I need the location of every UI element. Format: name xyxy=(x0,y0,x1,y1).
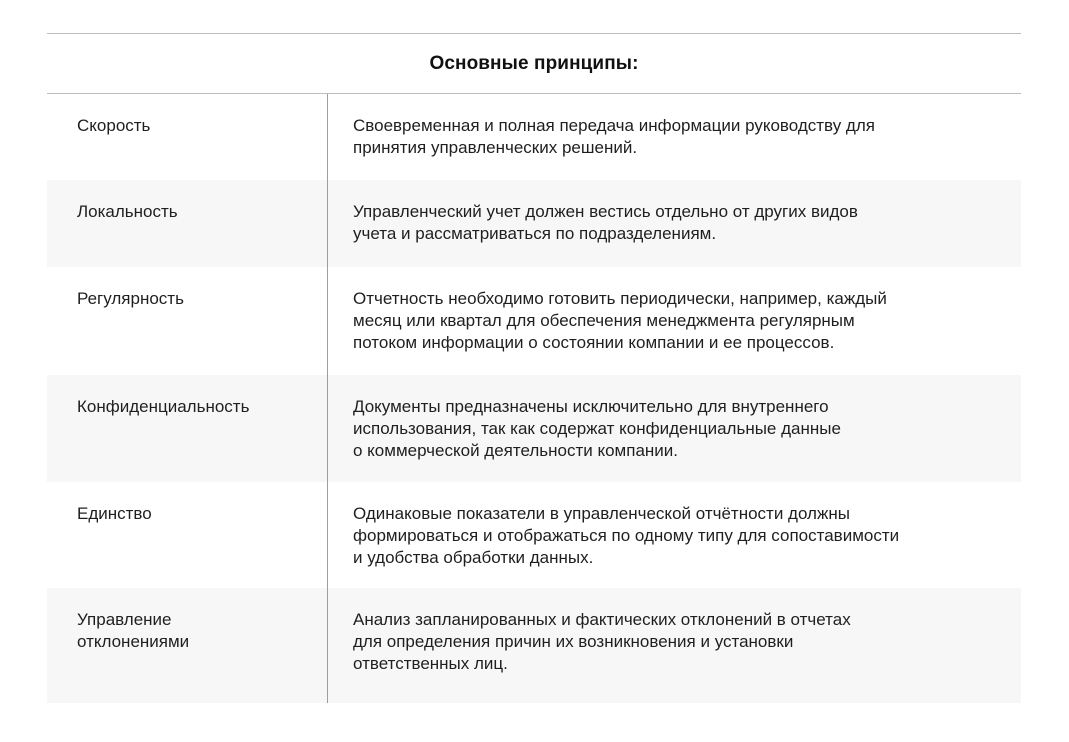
table-row xyxy=(47,375,1021,482)
principle-description: Своевременная и полная передача информации руководству для принятия управленческих решений. xyxy=(353,116,875,157)
principle-name: Управление отклонениями xyxy=(77,610,190,651)
table-row xyxy=(47,588,1021,703)
principle-name: Единство xyxy=(77,504,152,523)
principle-name: Локальность xyxy=(77,202,178,221)
principle-name: Конфиденциальность xyxy=(77,397,250,416)
table-row xyxy=(47,482,1021,588)
table-row xyxy=(47,94,1021,180)
principle-description: Документы предназначены исключительно для внутреннего использования, так как содержат конфиденциальные данные о коммерческой деятельности компании. xyxy=(353,397,841,460)
table-title: Основные принципы: xyxy=(429,52,639,74)
principle-description: Анализ запланированных и фактических отклонений в отчетах для определения причин их возникновения и установки ответственных лиц. xyxy=(353,610,851,673)
principle-name: Скорость xyxy=(77,116,151,135)
principle-description: Отчетность необходимо готовить периодически, например, каждый месяц или квартал для обеспечения менеджмента регулярным потоком информации о состоянии компании и ее процессов. xyxy=(353,289,887,352)
table-row xyxy=(47,267,1021,375)
principles-table xyxy=(47,33,1021,703)
table-header xyxy=(47,34,1021,94)
table-row xyxy=(47,180,1021,267)
principle-description: Управленческий учет должен вестись отдельно от других видов учета и рассматриваться по подразделениям. xyxy=(353,202,858,243)
principle-name: Регулярность xyxy=(77,289,184,308)
principle-description: Одинаковые показатели в управленческой отчётности должны формироваться и отображаться по одному типу для сопоставимости и удобства обработки данных. xyxy=(353,504,900,567)
table-body xyxy=(47,94,1021,703)
